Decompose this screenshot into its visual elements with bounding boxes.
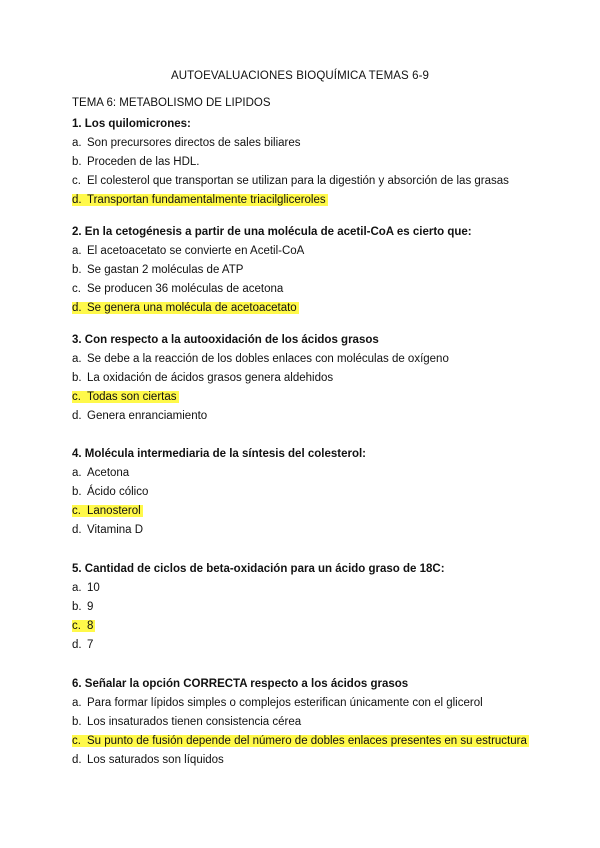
answer-option: [72, 521, 542, 540]
option-text: Se gastan 2 moléculas de ATP: [87, 264, 244, 276]
answer-option-correct: [72, 191, 542, 210]
question-3: [72, 331, 542, 426]
document-title: AUTOEVALUACIONES BIOQUÍMICA TEMAS 6-9: [170, 70, 430, 82]
answer-option: [72, 172, 542, 191]
answer-option: [72, 694, 542, 713]
option-text: Su punto de fusión depende del número de dobles enlaces presentes en su estructura: [87, 735, 527, 747]
answer-option: [72, 134, 542, 153]
question-text: 4. Molécula intermediaria de la síntesis del colesterol:: [72, 448, 366, 460]
answer-option: [72, 579, 542, 598]
option-letter: c.: [72, 175, 81, 187]
highlight-mark: [72, 194, 328, 206]
option-letter: b.: [72, 486, 82, 498]
option-text: Se producen 36 moléculas de acetona: [87, 283, 284, 295]
answer-option: [72, 407, 542, 426]
question-6: [72, 675, 542, 770]
option-letter: b.: [72, 372, 82, 384]
option-text: Proceden de las HDL.: [87, 156, 200, 168]
question-2: [72, 223, 542, 318]
option-text: Acetona: [87, 467, 130, 479]
option-letter: d.: [72, 754, 82, 766]
question-text: 1. Los quilomicrones:: [72, 118, 191, 130]
answer-option: [72, 261, 542, 280]
answer-option: [72, 751, 542, 770]
option-letter: d.: [72, 639, 82, 651]
answer-option: [72, 369, 542, 388]
option-text: 10: [87, 582, 100, 594]
option-text: Se genera una molécula de acetoacetato: [87, 302, 297, 314]
question-5: [72, 560, 542, 655]
option-text: Para formar lípidos simples o complejos esterifican únicamente con el glicerol: [87, 697, 483, 709]
highlight-mark: [72, 620, 95, 632]
option-letter: c.: [72, 620, 81, 632]
option-text: El colesterol que transportan se utilizan para la digestión y absorción de las grasas: [87, 175, 509, 187]
answer-option: [72, 464, 542, 483]
option-text: 7: [87, 639, 94, 651]
answer-option-correct: [72, 299, 542, 318]
option-letter: c.: [72, 391, 81, 403]
highlight-mark: [72, 302, 299, 314]
highlight-mark: [72, 735, 529, 747]
answer-option: [72, 350, 542, 369]
section-title: TEMA 6: METABOLISMO DE LIPIDOS: [72, 97, 271, 109]
answer-option: [72, 598, 542, 617]
option-text: Vitamina D: [87, 524, 144, 536]
option-text: El acetoacetato se convierte en Acetil-CoA: [87, 245, 305, 257]
option-text: Ácido cólico: [87, 486, 149, 498]
highlight-mark: [72, 505, 143, 517]
answer-option: [72, 280, 542, 299]
option-text: Todas son ciertas: [87, 391, 177, 403]
option-letter: a.: [72, 582, 82, 594]
option-letter: b.: [72, 156, 82, 168]
option-letter: d.: [72, 410, 82, 422]
answer-option: [72, 153, 542, 172]
option-text: Genera enranciamiento: [87, 410, 208, 422]
answer-option: [72, 636, 542, 655]
answer-option: [72, 483, 542, 502]
option-letter: a.: [72, 467, 82, 479]
question-text: 2. En la cetogénesis a partir de una molécula de acetil-CoA es cierto que:: [72, 226, 472, 238]
answer-option: [72, 713, 542, 732]
answer-option-correct: [72, 502, 542, 521]
option-text: Se debe a la reacción de los dobles enlaces con moléculas de oxígeno: [87, 353, 449, 365]
option-letter: c.: [72, 505, 81, 517]
answer-option-correct: [72, 732, 542, 751]
option-letter: a.: [72, 697, 82, 709]
question-1: [72, 115, 542, 210]
option-text: 8: [87, 620, 94, 632]
option-letter: a.: [72, 245, 82, 257]
option-letter: d.: [72, 194, 82, 206]
option-letter: d.: [72, 302, 82, 314]
option-letter: b.: [72, 716, 82, 728]
option-letter: c.: [72, 283, 81, 295]
answer-option-correct: [72, 388, 542, 407]
option-letter: a.: [72, 137, 82, 149]
highlight-mark: [72, 391, 179, 403]
question-4: [72, 445, 542, 540]
option-text: Los saturados son líquidos: [87, 754, 224, 766]
option-letter: a.: [72, 353, 82, 365]
answer-option-correct: [72, 617, 542, 636]
option-letter: b.: [72, 264, 82, 276]
option-text: Lanosterol: [87, 505, 141, 517]
answer-option: [72, 242, 542, 261]
option-text: Son precursores directos de sales biliares: [87, 137, 301, 149]
option-text: Los insaturados tienen consistencia cérea: [87, 716, 302, 728]
question-text: 3. Con respecto a la autooxidación de los ácidos grasos: [72, 334, 379, 346]
question-text: 5. Cantidad de ciclos de beta-oxidación para un ácido graso de 18C:: [72, 563, 445, 575]
option-text: 9: [87, 601, 94, 613]
question-text: 6. Señalar la opción CORRECTA respecto a los ácidos grasos: [72, 678, 409, 690]
option-text: Transportan fundamentalmente triacilgliceroles: [87, 194, 326, 206]
option-text: La oxidación de ácidos grasos genera aldehidos: [87, 372, 334, 384]
option-letter: b.: [72, 601, 82, 613]
option-letter: d.: [72, 524, 82, 536]
option-letter: c.: [72, 735, 81, 747]
